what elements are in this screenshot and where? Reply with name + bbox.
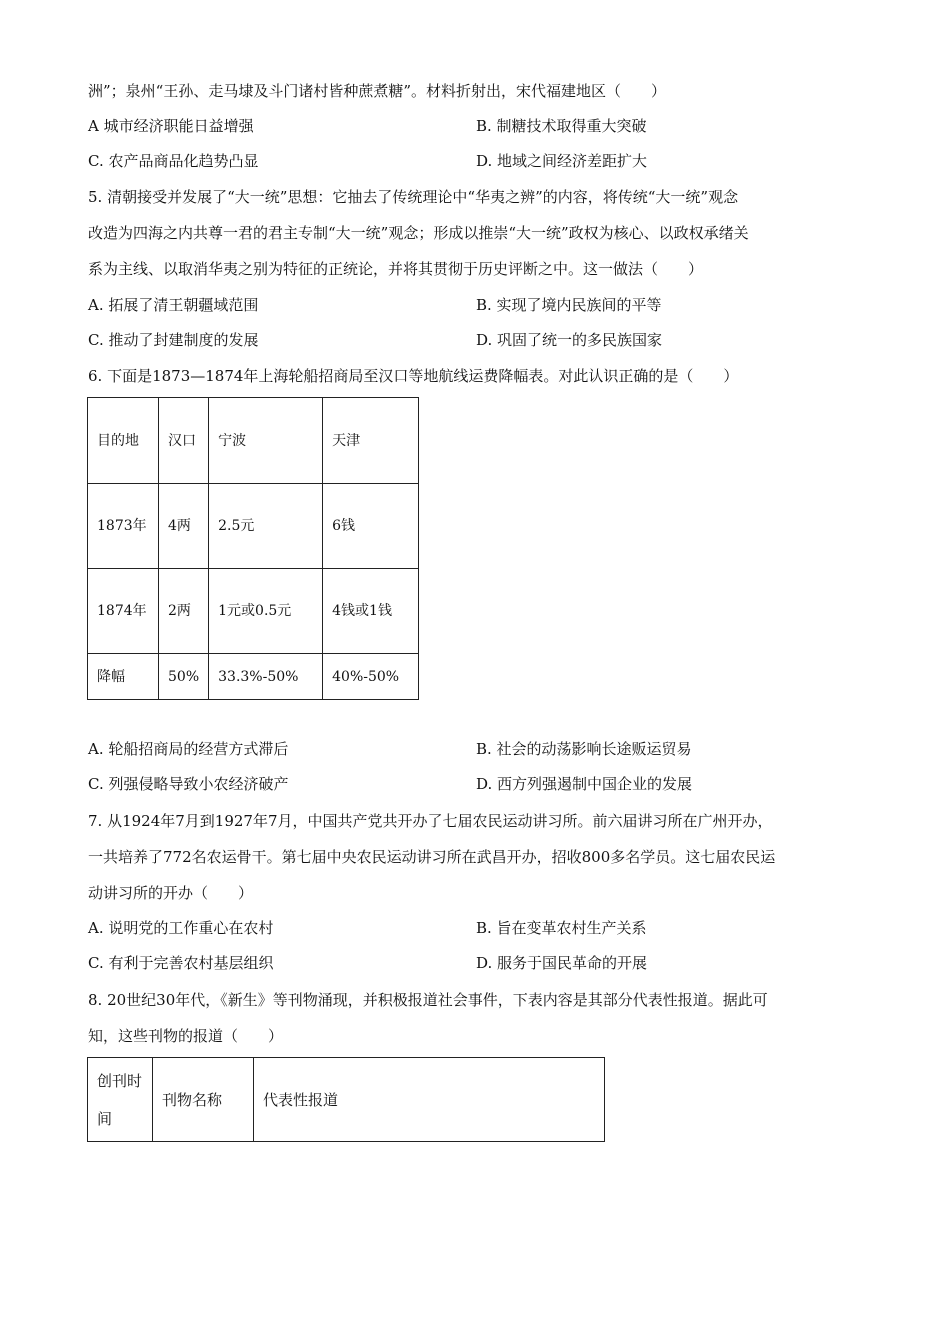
q5-option-d: D. 巩固了统一的多民族国家: [476, 331, 663, 349]
table-row: [88, 484, 419, 569]
table-cell: 1874年: [88, 569, 159, 654]
table-cell: 降幅: [88, 654, 159, 700]
q5-option-b: B. 实现了境内民族间的平等: [476, 296, 662, 314]
table-cell: 天津: [323, 398, 419, 484]
q4-option-d: D. 地域之间经济差距扩大: [476, 152, 648, 170]
q5-option-a: A. 拓展了清王朝疆域范围: [88, 296, 259, 314]
q7-stem-line-3: 动讲习所的开办（ ）: [88, 884, 254, 902]
table-header-row: [88, 1058, 605, 1142]
q4-option-c: C. 农产品商品化趋势凸显: [88, 152, 259, 170]
q8-stem-line-2: 知，这些刊物的报道（ ）: [88, 1027, 284, 1045]
table-cell: 6钱: [323, 484, 419, 569]
table-cell: 40%-50%: [323, 654, 419, 700]
q7-stem-line-1: 7. 从1924年7月到1927年7月，中国共产党共开办了七届农民运动讲习所。前六届讲习所在广州开办，: [88, 812, 773, 830]
table-cell: 2两: [159, 569, 209, 654]
q6-option-a: A. 轮船招商局的经营方式滞后: [88, 740, 289, 758]
table-row: [88, 569, 419, 654]
table-cell: 4两: [159, 484, 209, 569]
q5-stem-line-3: 系为主线、以取消华夷之别为特征的正统论，并将其贯彻于历史评断之中。这一做法（ ）: [88, 260, 704, 278]
q8-stem-line-1: 8. 20世纪30年代，《新生》等刊物涌现，并积极报道社会事件，下表内容是其部分代表性报道。据此可: [88, 991, 768, 1009]
table-cell: 目的地: [88, 398, 159, 484]
periodical-table: [87, 1057, 605, 1142]
table-header-row: [88, 398, 419, 484]
q6-option-b: B. 社会的动荡影响长途贩运贸易: [476, 740, 692, 758]
freight-table: [87, 397, 419, 700]
table-cell: 刊物名称: [153, 1058, 254, 1142]
q6-option-d: D. 西方列强遏制中国企业的发展: [476, 775, 693, 793]
q4-stem: 洲”；泉州“王孙、走马埭及斗门诸村皆种蔗煮糖”。材料折射出，宋代福建地区（ ）: [88, 82, 667, 100]
q5-stem-line-1: 5. 清朝接受并发展了“大一统”思想：它抽去了传统理论中“华夷之辨”的内容，将传统“大一统”观念: [88, 188, 739, 206]
table-cell: 1873年: [88, 484, 159, 569]
table-cell: 汉口: [159, 398, 209, 484]
table-cell: 4钱或1钱: [323, 569, 419, 654]
table-cell: 33.3%-50%: [209, 654, 323, 700]
table-cell: 宁波: [209, 398, 323, 484]
table-cell: 代表性报道: [254, 1058, 605, 1142]
q7-option-a: A. 说明党的工作重心在农村: [88, 919, 274, 937]
q5-stem-line-2: 改造为四海之内共尊一君的君主专制“大一统”观念；形成以推崇“大一统”政权为核心、以政权承绪关: [88, 224, 749, 242]
q7-stem-line-2: 一共培养了772名农运骨干。第七届中央农民运动讲习所在武昌开办，招收800多名学员。这七届农民运: [88, 848, 776, 866]
q7-option-c: C. 有利于完善农村基层组织: [88, 954, 274, 972]
q6-option-c: C. 列强侵略导致小农经济破产: [88, 775, 289, 793]
q4-option-b: B. 制糖技术取得重大突破: [476, 117, 647, 135]
q7-option-b: B. 旨在变革农村生产关系: [476, 919, 647, 937]
table-cell: 1元或0.5元: [209, 569, 323, 654]
q5-option-c: C. 推动了封建制度的发展: [88, 331, 259, 349]
table-row: [88, 654, 419, 700]
table-cell: 50%: [159, 654, 209, 700]
q4-option-a: A 城市经济职能日益增强: [88, 117, 254, 135]
table-cell: 创刊时间: [88, 1058, 153, 1142]
table-cell: 2.5元: [209, 484, 323, 569]
q7-option-d: D. 服务于国民革命的开展: [476, 954, 648, 972]
q6-stem: 6. 下面是1873—1874年上海轮船招商局至汉口等地航线运费降幅表。对此认识正确的是（ ）: [88, 367, 739, 385]
